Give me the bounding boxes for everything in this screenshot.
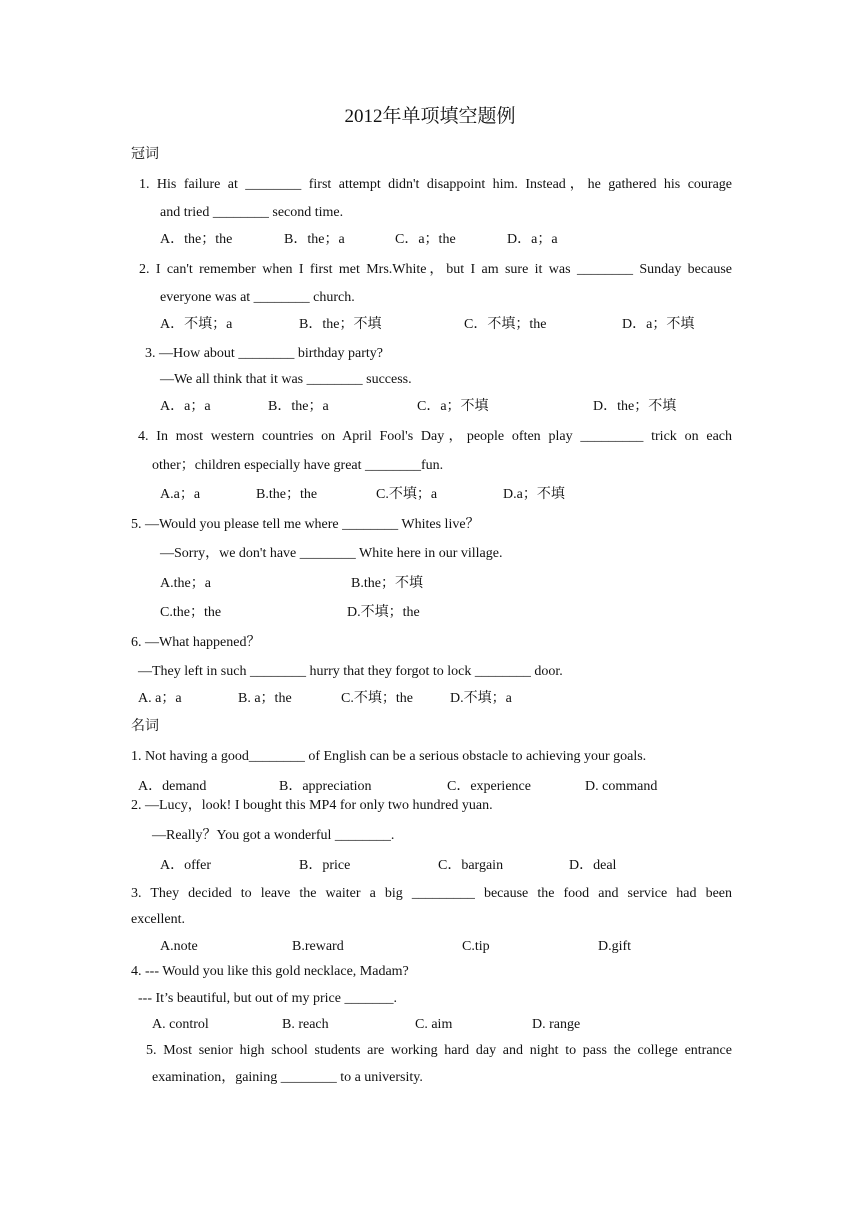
option-a: A.a；a <box>160 487 201 502</box>
question-line: 1. His failure at ________ first attempt didn't disappoint him. Instead，he gathered his courage <box>139 177 732 192</box>
question-line: excellent. <box>131 912 186 927</box>
question-line: —Sorry，we don't have ________ White here in our village. <box>160 546 503 561</box>
option-a: A．不填；a <box>160 317 233 332</box>
option-d: D．a；不填 <box>622 317 695 332</box>
option-d: D.不填；the <box>347 605 420 620</box>
option-c: C. aim <box>415 1017 453 1032</box>
option-b: B．appreciation <box>279 779 372 794</box>
question-line: and tried ________ second time. <box>160 205 344 220</box>
option-d: D. command <box>585 779 658 794</box>
question-line: 4. In most western countries on April Fool's Day，people often play _________ trick on each <box>138 429 732 444</box>
question-line: 4. --- Would you like this gold necklace, Madam? <box>131 964 409 979</box>
option-c: C．不填；the <box>464 317 547 332</box>
option-d: D.gift <box>598 939 632 954</box>
question-line: 6. —What happened？ <box>131 635 261 650</box>
option-c: C．bargain <box>438 858 504 873</box>
option-c: C.tip <box>462 939 490 954</box>
option-c: C．experience <box>447 779 531 794</box>
option-c: C.不填；the <box>341 691 413 706</box>
option-c: C．a；the <box>395 232 456 247</box>
option-a: A．a；a <box>160 399 211 414</box>
option-a: A.note <box>160 939 198 954</box>
question-line: 5. Most senior high school students are working hard day and night to pass the college entrance <box>146 1043 732 1058</box>
option-b: B. a；the <box>238 691 292 706</box>
option-d: D．a；a <box>507 232 558 247</box>
option-b: B. reach <box>282 1017 329 1032</box>
option-a: A．demand <box>138 779 207 794</box>
option-d: D.不填；a <box>450 691 512 706</box>
option-b: B．the；a <box>268 399 329 414</box>
option-c: C．a；不填 <box>417 399 489 414</box>
option-c: C.the；the <box>160 605 222 620</box>
option-b: B．the；不填 <box>299 317 382 332</box>
option-a: A．offer <box>160 858 212 873</box>
question-line: 3. —How about ________ birthday party? <box>145 346 383 361</box>
question-line: 1. Not having a good________ of English can be a serious obstacle to achieving your goals. <box>131 749 647 764</box>
option-d: D.a；不填 <box>503 487 565 502</box>
option-a: A．the；the <box>160 232 233 247</box>
option-b: B．the；a <box>284 232 345 247</box>
question-line: —They left in such ________ hurry that they forgot to lock ________ door. <box>138 664 563 679</box>
question-line: —Really？You got a wonderful ________. <box>152 828 395 843</box>
question-line: 5. —Would you please tell me where ________ Whites live？ <box>131 517 480 532</box>
page-title: 2012年单项填空题例 <box>344 106 516 127</box>
option-d: D. range <box>532 1017 581 1032</box>
section-heading-nouns: 名词 <box>131 719 159 734</box>
question-line: other；children especially have great ________fun. <box>152 458 444 473</box>
question-line: 3. They decided to leave the waiter a big _________ because the food and service had been <box>131 886 732 901</box>
option-b: B.the；the <box>256 487 318 502</box>
option-a: A.the；a <box>160 576 211 591</box>
question-line: 2. I can't remember when I first met Mrs.White，but I am sure it was ________ Sunday because <box>139 262 732 277</box>
question-line: examination，gaining ________ to a university. <box>152 1070 423 1085</box>
option-b: B．price <box>299 858 351 873</box>
option-d: D．the；不填 <box>593 399 677 414</box>
option-d: D．deal <box>569 858 617 873</box>
question-line: --- It’s beautiful, but out of my price _______. <box>138 991 397 1006</box>
option-b: B.reward <box>292 939 344 954</box>
section-heading-articles: 冠词 <box>131 147 159 162</box>
option-c: C.不填；a <box>376 487 438 502</box>
question-line: everyone was at ________ church. <box>160 290 355 305</box>
option-b: B.the；不填 <box>351 576 423 591</box>
question-line: —We all think that it was ________ success. <box>160 372 412 387</box>
question-line: 2. —Lucy，look! I bought this MP4 for only two hundred yuan. <box>131 798 493 813</box>
option-a: A. control <box>152 1017 209 1032</box>
option-a: A. a；a <box>138 691 182 706</box>
